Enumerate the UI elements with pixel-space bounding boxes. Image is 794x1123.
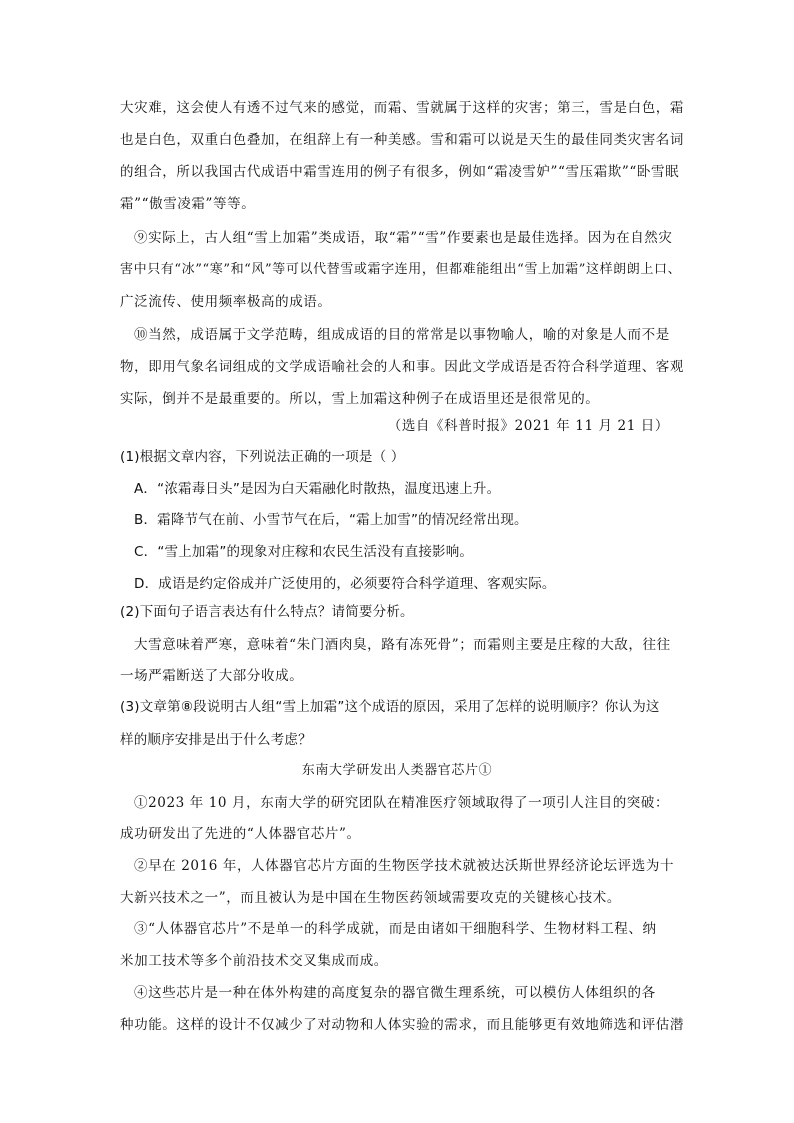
- question-1-option-c: C．“雪上加霜”的现象对庄稼和农民生活没有直接影响。: [134, 544, 474, 560]
- question-3: 样的顺序安排是出于什么考虑？: [120, 732, 312, 748]
- article2-paragraph-4: ④这些芯片是一种在体外构建的高度复杂的器官微生理系统，可以模仿人体组织的各: [134, 985, 656, 1001]
- question-3: (3)文章第⑧段说明古人组“雪上加霜”这个成语的原因，采用了怎样的说明顺序？你认为这: [120, 699, 660, 715]
- article2-line: 种功能。这样的设计不仅减少了对动物和人体实验的需求，而且能够更有效地筛选和评估潜: [120, 1017, 684, 1033]
- article1-line: 物，即用气象名词组成的文学成语喻社会的人和事。因此文学成语是否符合科学道理、客观: [120, 359, 684, 375]
- question-1-option-b: B．霜降节气在前、小雪节气在后，“霜上加雪”的情况经常出现。: [134, 512, 528, 528]
- article2-line: 米加工技术等多个前沿技术交叉集成而成。: [120, 953, 388, 969]
- article1-line: 也是白色，双重白色叠加，在组辞上有一种美感。雪和霜可以说是天生的最佳同类灾害名词: [120, 132, 684, 148]
- question-2: (2)下面句子语言表达有什么特点？请简要分析。: [120, 604, 414, 620]
- article2-line: 大新兴技术之一”，而且被认为是中国在生物医药领域需要攻克的关键核心技术。: [120, 890, 622, 906]
- article2-title: 东南大学研发出人类器官芯片①: [301, 763, 493, 778]
- article2-paragraph-3: ③“人体器官芯片”不是单一的科学成就，而是由诸如干细胞科学、生物材料工程、纳: [134, 921, 657, 937]
- article1-source: （选自《科普时报》2021 年 11 月 21 日）: [387, 418, 669, 434]
- article2-line: 成功研发出了先进的“人体器官芯片”。: [120, 826, 361, 842]
- question-1-option-d: D．成语是约定俗成并广泛使用的，必须要符合科学道理、客观实际。: [134, 576, 556, 592]
- article1-line: 霜”“傲雪凌霜”等等。: [120, 196, 256, 212]
- article1-line: 大灾难，这会使人有透不过气来的感觉，而霜、雪就属于这样的灾害；第三，雪是白色，霜: [120, 100, 684, 116]
- article1-line: 的组合，所以我国古代成语中霜雪连用的例子有很多，例如“霜凌雪妒”“雪压霜欺”“卧雪眠: [120, 164, 680, 180]
- article2-paragraph-1: ①2023 年 10 月，东南大学的研究团队在精准医疗领域取得了一项引人注目的突破：: [134, 795, 670, 811]
- article1-line: 害中只有“冰”“寒”和“风”等可以代替雪或霜字连用，但都难能组出“雪上加霜”这样朗朗上口、: [120, 262, 682, 277]
- article1-paragraph-9: ⑨实际上，古人组“雪上加霜”类成语，取“霜”“雪”作要素也是最佳选择。因为在自然灾: [134, 230, 673, 246]
- article1-line: 实际，倒并不是最重要的。所以，雪上加霜这种例子在成语里还是很常见的。: [120, 391, 600, 407]
- question-2-quote: 一场严霜断送了大部分收成。: [120, 668, 304, 684]
- question-2-quote: 大雪意味着严寒，意味着“朱门酒肉臭，路有冻死骨”；而霜则主要是庄稼的大敌，往往: [134, 637, 671, 653]
- article2-paragraph-2: ②早在 2016 年，人体器官芯片方面的生物医学技术就被达沃斯世界经济论坛评选为十: [134, 858, 675, 874]
- article1-paragraph-10: ⑩当然，成语属于文学范畴，组成成语的目的常常是以事物喻人，喻的对象是人而不是: [134, 327, 670, 343]
- article1-line: 广泛流传、使用频率极高的成语。: [120, 294, 332, 310]
- question-1-option-a: A．“浓霜毒日头”是因为白天霜融化时散热，温度迅速上升。: [134, 481, 501, 497]
- question-1: (1)根据文章内容，下列说法正确的一项是（ ）: [120, 449, 405, 465]
